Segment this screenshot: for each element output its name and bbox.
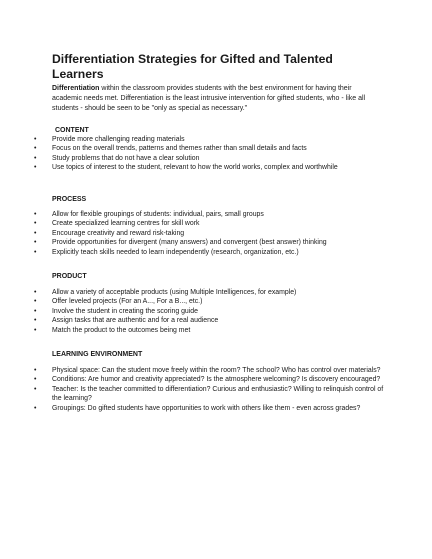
learning-environment-heading: LEARNING ENVIRONMENT bbox=[52, 351, 143, 358]
product-heading: PRODUCT bbox=[52, 273, 87, 280]
list-item: • Study problems that do not have a clear solution bbox=[34, 154, 384, 163]
list-item: • Match the product to the outcomes being met bbox=[34, 326, 384, 335]
list-item: • Use topics of interest to the student, relevant to how the world works, complex and worthwhile bbox=[34, 163, 384, 172]
list-item: • Create specialized learning centres for skill work bbox=[34, 219, 384, 228]
list-item: • Allow a variety of acceptable products (using Multiple Intelligences, for example) bbox=[34, 288, 384, 297]
list-item: • Offer leveled projects (For an A..., For a B..., etc.) bbox=[34, 297, 384, 306]
intro-text: within the classroom provides students with the best environment for having their academic needs met. Differentiation is the least intrusive intervention for gifted students, who - like all students - should be seen to be "only as special as necessary." bbox=[52, 85, 366, 112]
list-item: • Conditions: Are humor and creativity appreciated? Is the atmosphere welcoming? Is discovery encouraged? bbox=[34, 375, 384, 384]
intro-paragraph bbox=[52, 84, 382, 114]
list-item: • Groupings: Do gifted students have opportunities to work with others like them - even across grades? bbox=[34, 404, 384, 413]
list-item: • Physical space: Can the student move freely within the room? The school? Who has control over materials? bbox=[34, 366, 384, 375]
list-item: • Provide more challenging reading materials bbox=[34, 135, 384, 144]
list-item: • Assign tasks that are authentic and for a real audience bbox=[34, 316, 384, 325]
intro-lead: Differentiation bbox=[52, 85, 100, 92]
list-item: • Involve the student in creating the scoring guide bbox=[34, 307, 384, 316]
learning-environment-list bbox=[34, 366, 384, 413]
list-item: • Teacher: Is the teacher committed to differentiation? Curious and enthusiastic? Willing to relinquish control of the learning? bbox=[34, 385, 384, 404]
list-item: • Provide opportunities for divergent (many answers) and convergent (best answer) thinking bbox=[34, 238, 384, 247]
list-item: • Explicitly teach skills needed to learn independently (research, organization, etc.) bbox=[34, 248, 384, 257]
document-title: Differentiation Strategies for Gifted and Talented Learners bbox=[52, 52, 333, 81]
list-item: • Focus on the overall trends, patterns and themes rather than small details and facts bbox=[34, 144, 384, 153]
process-heading: PROCESS bbox=[52, 196, 87, 203]
content-list bbox=[34, 135, 384, 173]
list-item: • Allow for flexible groupings of students: individual, pairs, small groups bbox=[34, 210, 384, 219]
list-item: • Encourage creativity and reward risk-taking bbox=[34, 229, 384, 238]
content-heading: CONTENT bbox=[55, 127, 89, 134]
process-list bbox=[34, 210, 384, 257]
product-list bbox=[34, 288, 384, 335]
